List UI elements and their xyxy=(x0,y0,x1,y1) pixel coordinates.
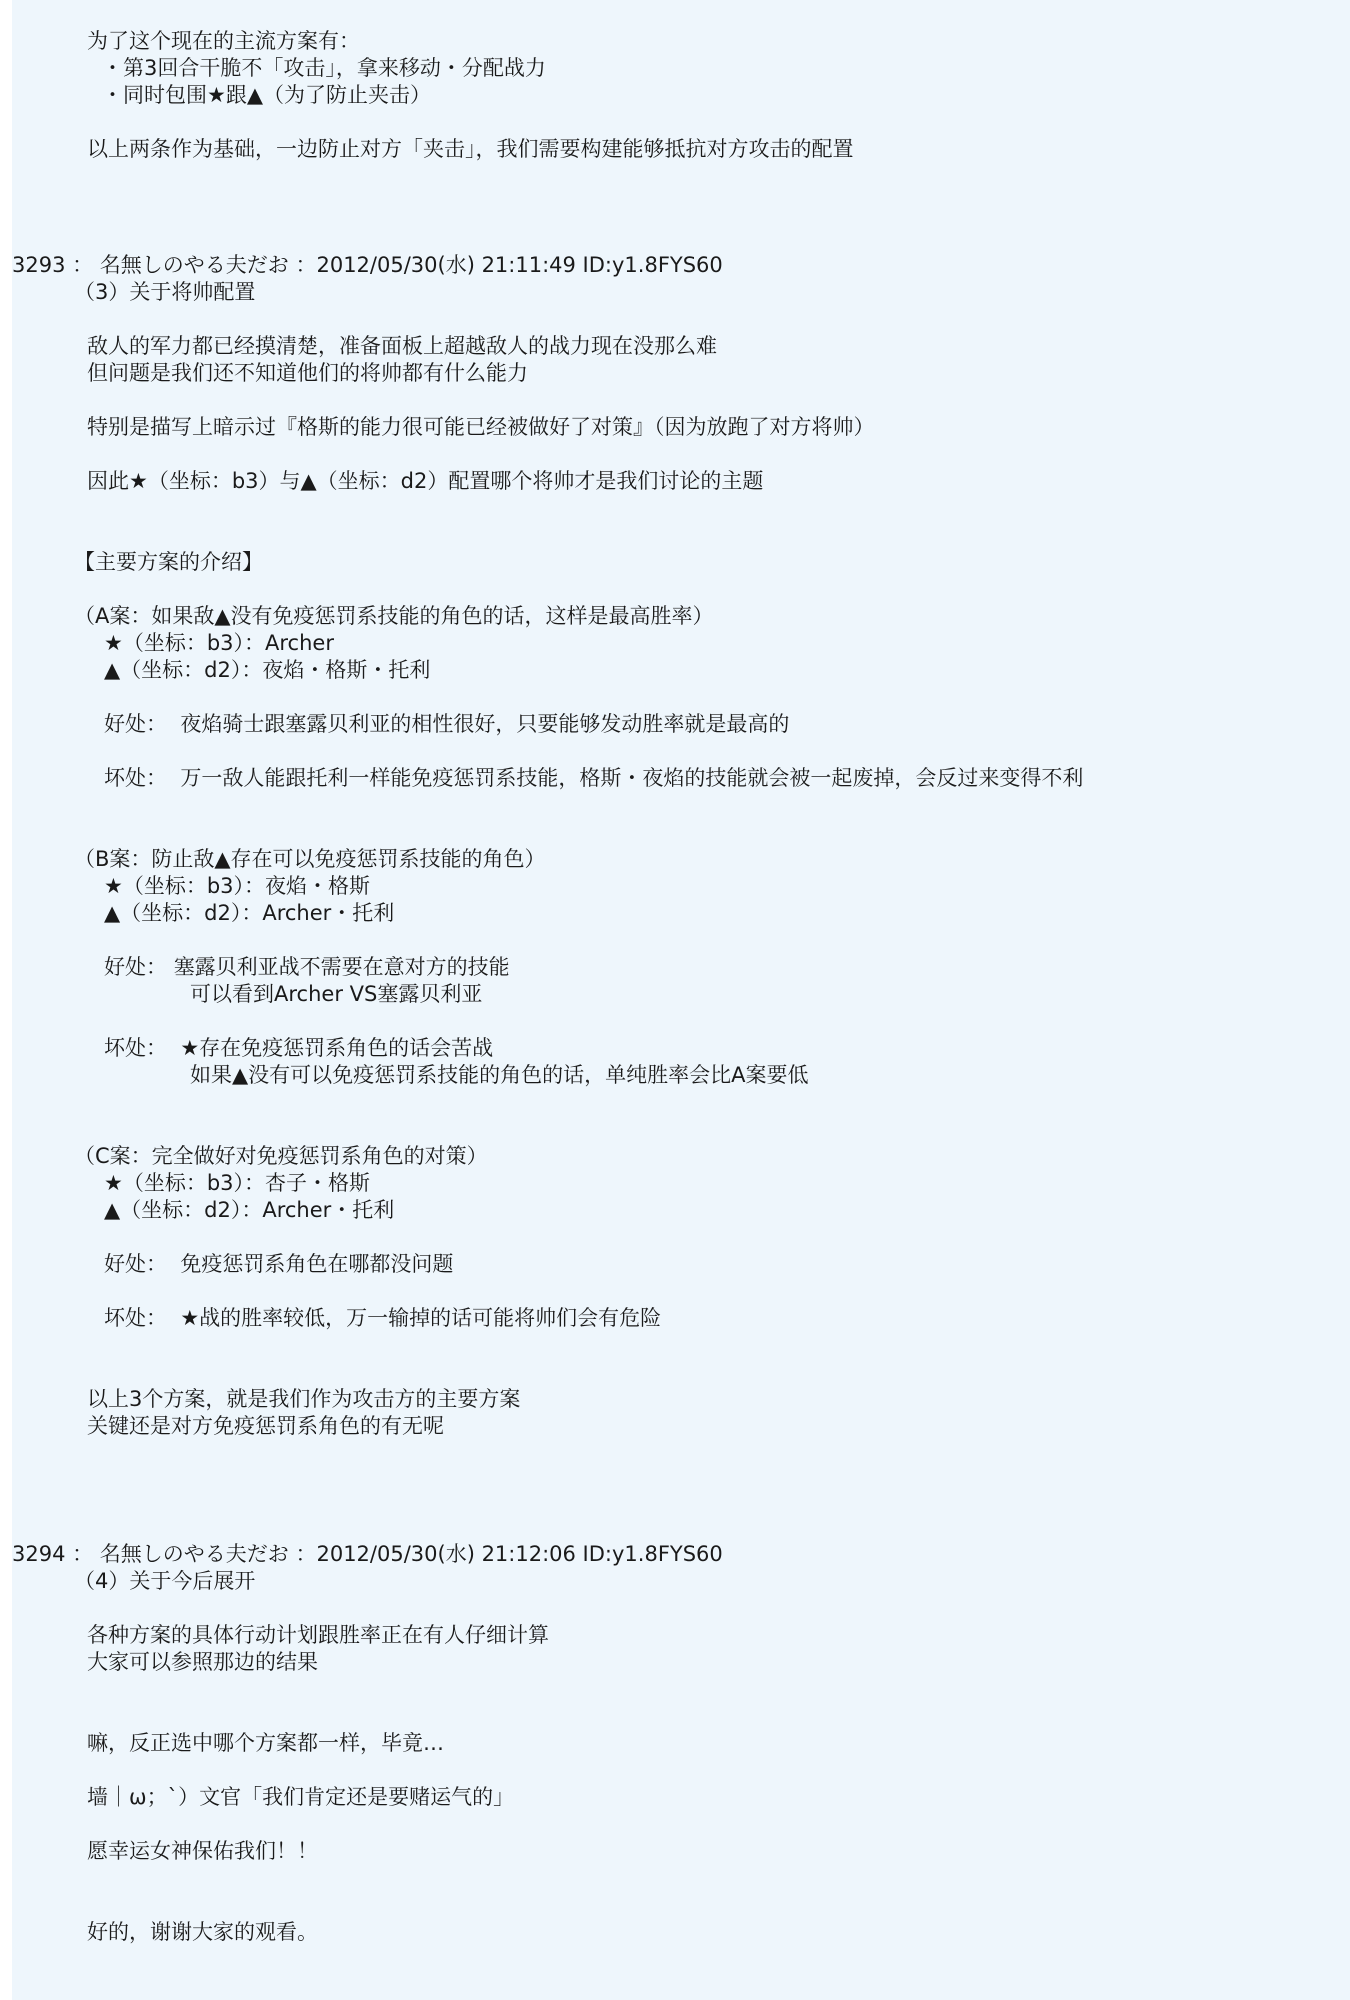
post-title: （3）关于将帅配置 xyxy=(74,280,256,304)
bad-text: 万一敌人能跟托利一样能免疫惩罚系技能，格斯・夜焰的技能就会被一起废掉，会反过来变得不利 xyxy=(180,766,1084,790)
post-text: 敌人的军力都已经摸清楚，准备面板上超越敌人的战力现在没那么难 xyxy=(87,334,717,358)
good-label: 好处： xyxy=(104,1252,167,1276)
thread-page xyxy=(12,0,1350,2000)
post-text: 特别是描写上暗示过『格斯的能力很可能已经被做好了对策』（因为放跑了对方将帅） xyxy=(87,415,875,439)
plan-a-star: ★（坐标：b3）：Archer xyxy=(104,631,334,655)
post-text: 因此★（坐标：b3）与▲（坐标：d2）配置哪个将帅才是我们讨论的主题 xyxy=(87,469,764,493)
intro-bullet: ・第3回合干脆不「攻击」，拿来移动・分配战力 xyxy=(102,56,546,80)
bad-text: ★战的胜率较低，万一输掉的话可能将帅们会有危险 xyxy=(180,1306,662,1330)
good-text: 免疫惩罚系角色在哪都没问题 xyxy=(180,1252,454,1276)
intro-line: 以上两条作为基础，一边防止对方「夹击」，我们需要构建能够抵抗对方攻击的配置 xyxy=(87,137,854,161)
bad-text: ★存在免疫惩罚系角色的话会苦战 xyxy=(180,1036,494,1060)
plan-c-star: ★（坐标：b3）：杏子・格斯 xyxy=(104,1171,371,1195)
post-header-3293: 3293 ： 名無しのやる夫だお ：2012/05/30(水) 21:11:49 ID:y1.8FYS60 xyxy=(12,253,723,277)
post-title: （4）关于今后展开 xyxy=(74,1569,256,1593)
bad-label: 坏处： xyxy=(104,1036,167,1060)
plan-a-triangle: ▲（坐标：d2）：夜焰・格斯・托利 xyxy=(104,658,431,682)
bad-label: 坏处： xyxy=(104,1306,167,1330)
post-text: 各种方案的具体行动计划跟胜率正在有人仔细计算 xyxy=(87,1623,549,1647)
plan-b-bad-2: 如果▲没有可以免疫惩罚系技能的角色的话，单纯胜率会比A案要低 xyxy=(190,1063,809,1087)
good-label: 好处： xyxy=(104,955,167,979)
plan-c-good xyxy=(12,1251,1350,1278)
good-text: 塞露贝利亚战不需要在意对方的技能 xyxy=(173,955,510,979)
post-text: 嘛，反正选中哪个方案都一样，毕竟… xyxy=(87,1731,444,1755)
plan-a-title: （A案：如果敌▲没有免疫惩罚系技能的角色的话，这样是最高胜率） xyxy=(74,604,714,628)
plan-b-star: ★（坐标：b3）：夜焰・格斯 xyxy=(104,874,371,898)
intro-line: 为了这个现在的主流方案有： xyxy=(87,29,360,53)
post-text: 愿幸运女神保佑我们！！ xyxy=(87,1839,318,1863)
plan-a-bad xyxy=(12,765,1350,792)
intro-bullet: ・同时包围★跟▲（为了防止夹击） xyxy=(102,83,431,107)
good-label: 好处： xyxy=(104,712,167,736)
plan-a-good xyxy=(12,711,1350,738)
plan-c-bad xyxy=(12,1305,1350,1332)
good-text: 夜焰骑士跟塞露贝利亚的相性很好，只要能够发动胜率就是最高的 xyxy=(180,712,790,736)
plan-b-good-2: 可以看到Archer VS塞露贝利亚 xyxy=(190,982,483,1006)
plan-b-title: （B案：防止敌▲存在可以免疫惩罚系技能的角色） xyxy=(74,847,546,871)
post-text: 大家可以参照那边的结果 xyxy=(87,1650,318,1674)
post-text: 墙｜ω；`）文官「我们肯定还是要赌运气的」 xyxy=(87,1785,515,1809)
plan-b-triangle: ▲（坐标：d2）：Archer・托利 xyxy=(104,901,395,925)
plan-b-good xyxy=(12,954,1350,981)
plan-c-triangle: ▲（坐标：d2）：Archer・托利 xyxy=(104,1198,395,1222)
summary-text: 关键还是对方免疫惩罚系角色的有无呢 xyxy=(87,1414,444,1438)
section-heading: 【主要方案的介绍】 xyxy=(74,550,263,574)
plan-c-title: （C案：完全做好对免疫惩罚系角色的对策） xyxy=(74,1144,488,1168)
post-header-3294: 3294 ： 名無しのやる夫だお ：2012/05/30(水) 21:12:06 ID:y1.8FYS60 xyxy=(12,1542,723,1566)
post-text: 但问题是我们还不知道他们的将帅都有什么能力 xyxy=(87,361,528,385)
summary-text: 以上3个方案，就是我们作为攻击方的主要方案 xyxy=(87,1387,521,1411)
bad-label: 坏处： xyxy=(104,766,167,790)
plan-b-bad xyxy=(12,1035,1350,1062)
post-text: 好的，谢谢大家的观看。 xyxy=(87,1920,318,1944)
